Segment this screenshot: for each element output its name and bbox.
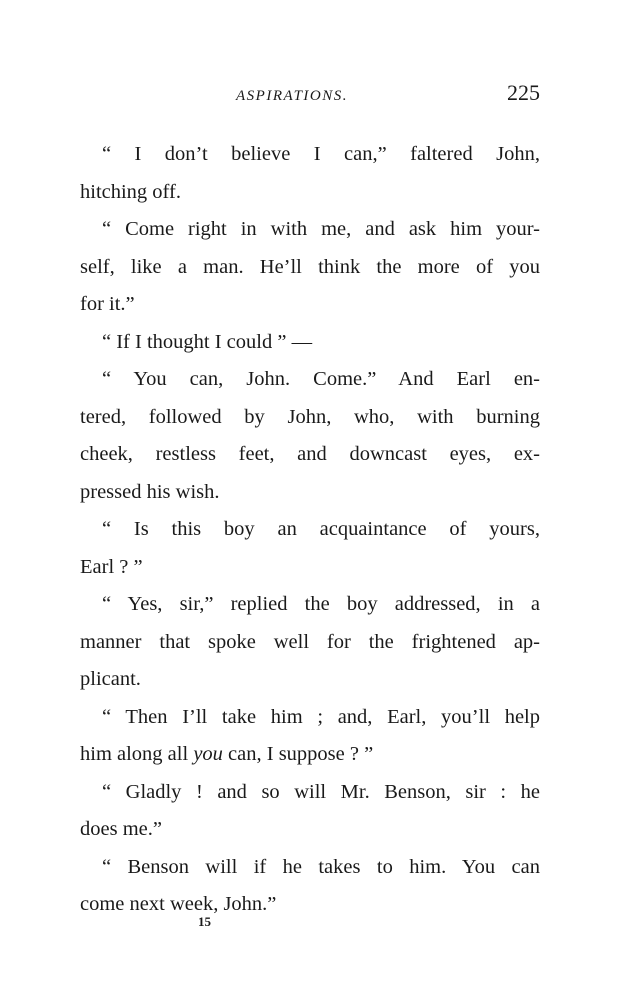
- text-line: “ Then I’ll take him ; and, Earl, you’ll help: [102, 705, 540, 728]
- text-line: hitching off.: [80, 180, 181, 203]
- text-line: “ Benson will if he takes to him. You can: [102, 855, 540, 878]
- text-line: “ If I thought I could ” —: [102, 330, 313, 353]
- emphasis-word: you: [193, 743, 223, 765]
- text-line: “ Gladly ! and so will Mr. Benson, sir : he: [102, 780, 540, 803]
- text-line: manner that spoke well for the frightened ap-: [80, 630, 540, 653]
- body-text: [80, 136, 540, 924]
- text-line: self, like a man. He’ll think the more of you: [80, 255, 540, 278]
- text-line: “ Is this boy an acquaintance of yours,: [102, 518, 540, 540]
- running-title: ASPIRATIONS.: [236, 88, 349, 104]
- text-line: for it.”: [80, 293, 135, 315]
- text-line: tered, followed by John, who, with burning: [80, 405, 540, 428]
- text-line: plicant.: [80, 668, 141, 690]
- text-line: pressed his wish.: [80, 480, 220, 503]
- text-line: does me.”: [80, 818, 162, 840]
- text-line: “ I don’t believe I can,” faltered John,: [102, 143, 540, 165]
- text-line: “ Come right in with me, and ask him your-: [102, 218, 540, 240]
- text-line: Earl ? ”: [80, 555, 143, 578]
- page-number: 225: [507, 80, 540, 105]
- signature-mark: 15: [198, 914, 211, 929]
- text-line: come next week, John.”: [80, 893, 277, 915]
- text-line: “ Yes, sir,” replied the boy addressed, in a: [102, 593, 540, 615]
- page-header: [80, 78, 540, 118]
- text-line: cheek, restless feet, and downcast eyes, ex-: [80, 443, 540, 465]
- text-line: “ You can, John. Come.” And Earl en-: [102, 368, 540, 390]
- text-line: him along all you can, I suppose ? ”: [80, 743, 374, 765]
